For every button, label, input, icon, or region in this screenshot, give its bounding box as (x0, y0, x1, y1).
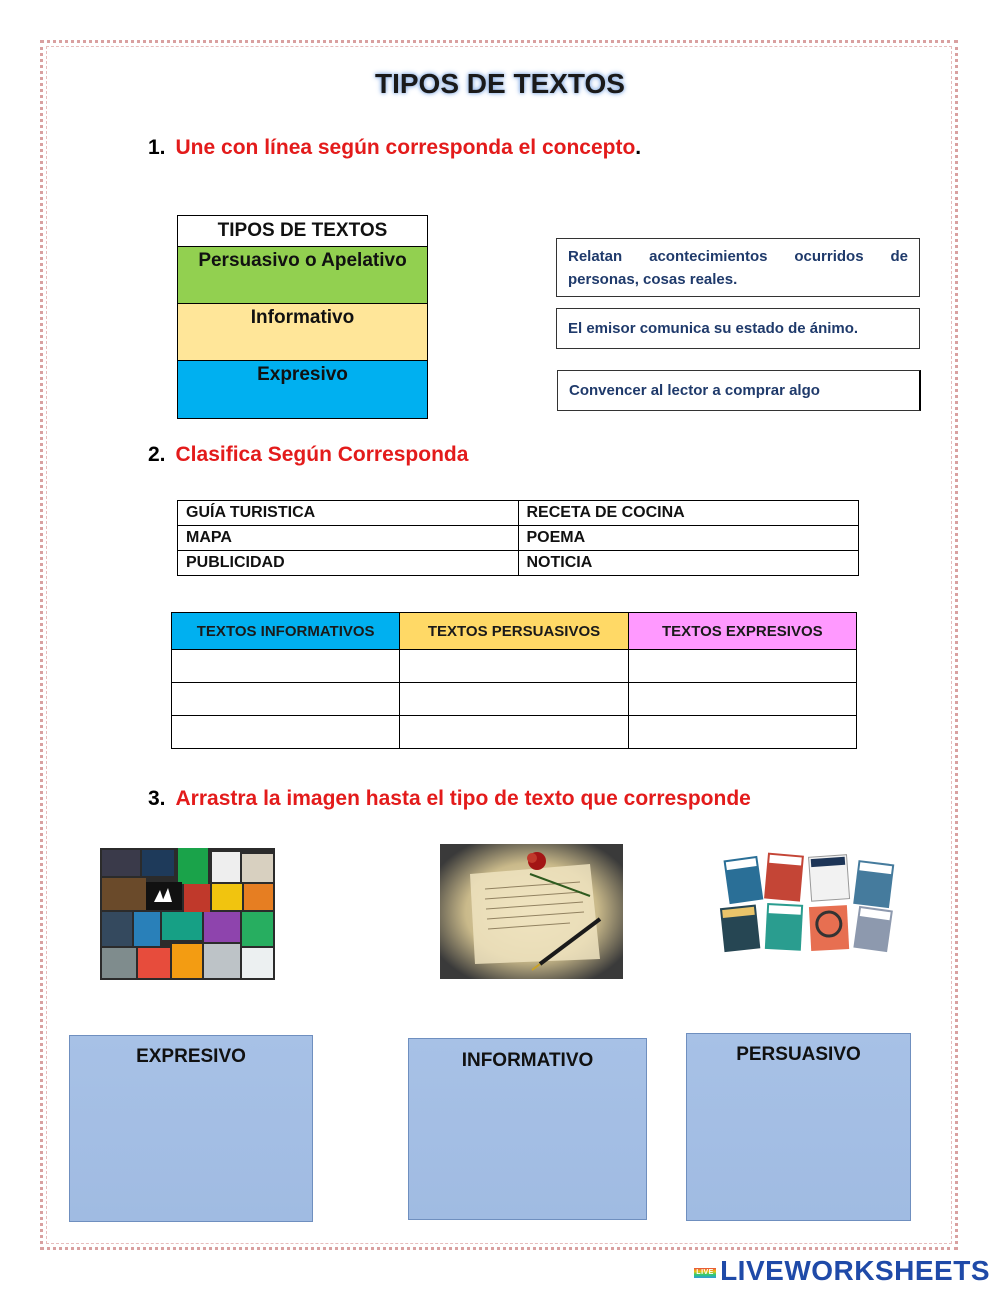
answer-cell-expresivo-1[interactable] (628, 650, 856, 683)
type-expresivo[interactable]: Expresivo (178, 361, 427, 418)
question-3 (148, 787, 751, 811)
word-receta-de-cocina[interactable]: RECETA DE COCINA (518, 501, 859, 526)
type-persuasivo[interactable]: Persuasivo o Apelativo (178, 247, 427, 304)
header-textos-persuasivos: TEXTOS PERSUASIVOS (400, 613, 628, 650)
answer-cell-persuasivo-3[interactable] (400, 716, 628, 749)
answer-cell-informativo-3[interactable] (172, 716, 400, 749)
definition-emisor[interactable]: El emisor comunica su estado de ánimo. (556, 308, 920, 349)
question-3-number: 3. (148, 787, 166, 810)
word-mapa[interactable]: MAPA (178, 526, 519, 551)
word-row (178, 551, 859, 576)
answer-cell-persuasivo-2[interactable] (400, 683, 628, 716)
dropbox-expresivo[interactable] (69, 1035, 313, 1222)
question-1-period: . (635, 136, 642, 159)
logo-badge: LIVE (694, 1268, 716, 1278)
question-1-text: Une con línea según corresponda el concepto (175, 136, 636, 159)
question-1 (148, 136, 641, 160)
type-informativo[interactable]: Informativo (178, 304, 427, 361)
logo-text: LIVEWORKSHEETS (720, 1255, 990, 1286)
answer-cell-expresivo-2[interactable] (628, 683, 856, 716)
question-2-number: 2. (148, 443, 166, 466)
question-2 (148, 443, 468, 467)
dropbox-persuasivo[interactable] (686, 1033, 911, 1221)
answer-cell-informativo-2[interactable] (172, 683, 400, 716)
liveworksheets-logo (694, 1255, 990, 1287)
question-2-text: Clasifica Según Corresponda (175, 443, 469, 466)
word-row (178, 501, 859, 526)
dropbox-expresivo-label: EXPRESIVO (136, 1046, 246, 1067)
text-types-header: TIPOS DE TEXTOS (178, 216, 427, 247)
header-textos-informativos: TEXTOS INFORMATIVOS (172, 613, 400, 650)
word-noticia[interactable]: NOTICIA (518, 551, 859, 576)
letter-rose-image[interactable] (440, 844, 623, 979)
advertising-collage-image[interactable] (100, 848, 275, 980)
dropbox-informativo[interactable] (408, 1038, 647, 1220)
answer-cell-informativo-1[interactable] (172, 650, 400, 683)
dropbox-informativo-label: INFORMATIVO (461, 1050, 594, 1071)
magazines-image[interactable] (718, 852, 900, 957)
question-3-text: Arrastra la imagen hasta el tipo de texto que corresponde (175, 787, 751, 810)
word-publicidad[interactable]: PUBLICIDAD (178, 551, 519, 576)
definition-convencer[interactable]: Convencer al lector a comprar algo (557, 370, 921, 411)
header-textos-expresivos: TEXTOS EXPRESIVOS (628, 613, 856, 650)
word-bank-table (177, 500, 859, 576)
answer-cell-persuasivo-1[interactable] (400, 650, 628, 683)
answer-cell-expresivo-3[interactable] (628, 716, 856, 749)
text-types-table (177, 215, 428, 419)
word-poema[interactable]: POEMA (518, 526, 859, 551)
question-1-number: 1. (148, 136, 166, 159)
worksheet-title: TIPOS DE TEXTOS (375, 68, 625, 99)
word-guia-turistica[interactable]: GUÍA TURISTICA (178, 501, 519, 526)
classification-table (171, 612, 857, 749)
definition-relatan[interactable]: Relatan acontecimientos ocurridos de personas, cosas reales. (556, 238, 920, 297)
dropbox-persuasivo-label: PERSUASIVO (736, 1044, 861, 1065)
word-row (178, 526, 859, 551)
